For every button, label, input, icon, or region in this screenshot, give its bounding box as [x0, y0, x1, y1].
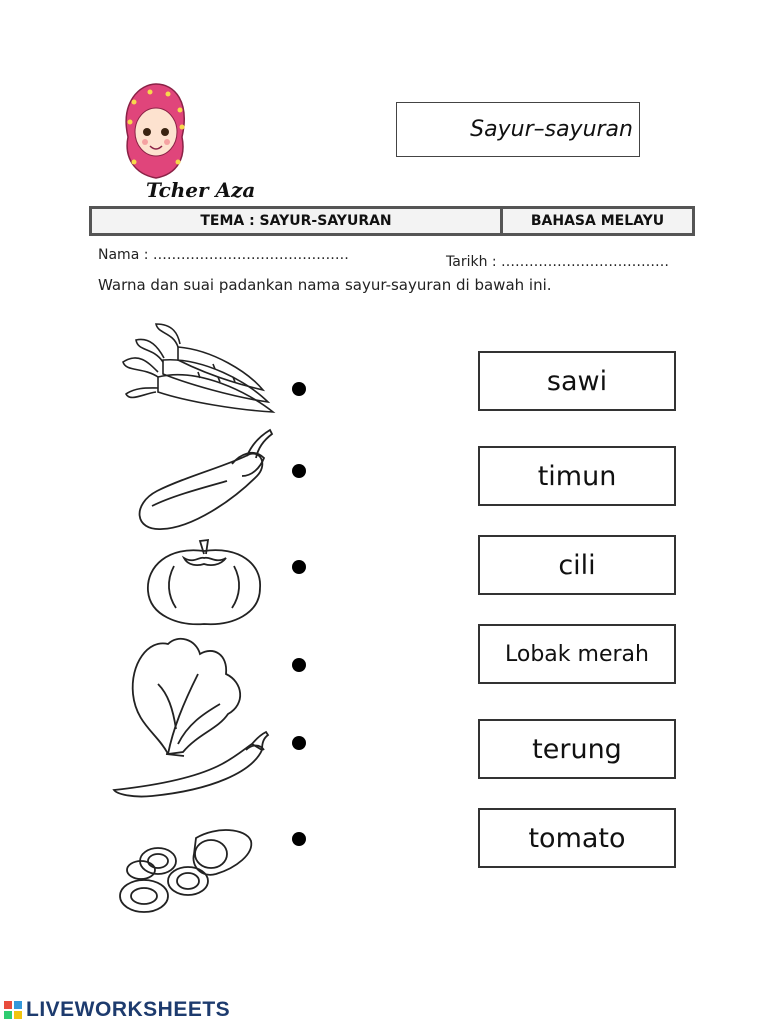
match-dot-4[interactable]: [292, 658, 306, 672]
liveworksheets-text: LIVEWORKSHEETS: [26, 998, 231, 1021]
match-dot-1[interactable]: [292, 382, 306, 396]
liveworksheets-logo-icon: [4, 1001, 22, 1019]
carrot-icon: [118, 322, 278, 421]
liveworksheets-logo[interactable]: [4, 998, 230, 1022]
mascot-illustration: [120, 82, 190, 186]
word-box-lobak-merah[interactable]: Lobak merah: [478, 624, 676, 684]
date-field[interactable]: Tarikh : ………………………………: [446, 254, 670, 270]
tomato-icon: [144, 536, 264, 632]
word-box-terung[interactable]: terung: [478, 719, 676, 779]
word-box-cili[interactable]: cili: [478, 535, 676, 595]
word-box-tomato[interactable]: tomato: [478, 808, 676, 868]
cucumber-icon: [116, 826, 256, 922]
match-dot-5[interactable]: [292, 736, 306, 750]
chili-icon: [112, 732, 272, 808]
worksheet-title: Sayur–sayuran: [470, 117, 633, 142]
name-field[interactable]: Nama : ……………………………………: [98, 247, 349, 263]
theme-label: TEMA : SAYUR-SAYURAN: [92, 209, 503, 233]
match-dot-2[interactable]: [292, 464, 306, 478]
theme-bar: [89, 206, 695, 236]
word-box-timun[interactable]: timun: [478, 446, 676, 506]
subject-label: BAHASA MELAYU: [530, 213, 665, 229]
match-dot-6[interactable]: [292, 832, 306, 846]
worksheet-title-box: [396, 102, 640, 157]
match-dot-3[interactable]: [292, 560, 306, 574]
word-box-sawi[interactable]: sawi: [478, 351, 676, 411]
brand-name: Tcher Aza: [146, 178, 256, 202]
eggplant-icon: [132, 426, 277, 540]
instruction-text: Warna dan suai padankan nama sayur-sayuran di bawah ini.: [98, 276, 552, 294]
